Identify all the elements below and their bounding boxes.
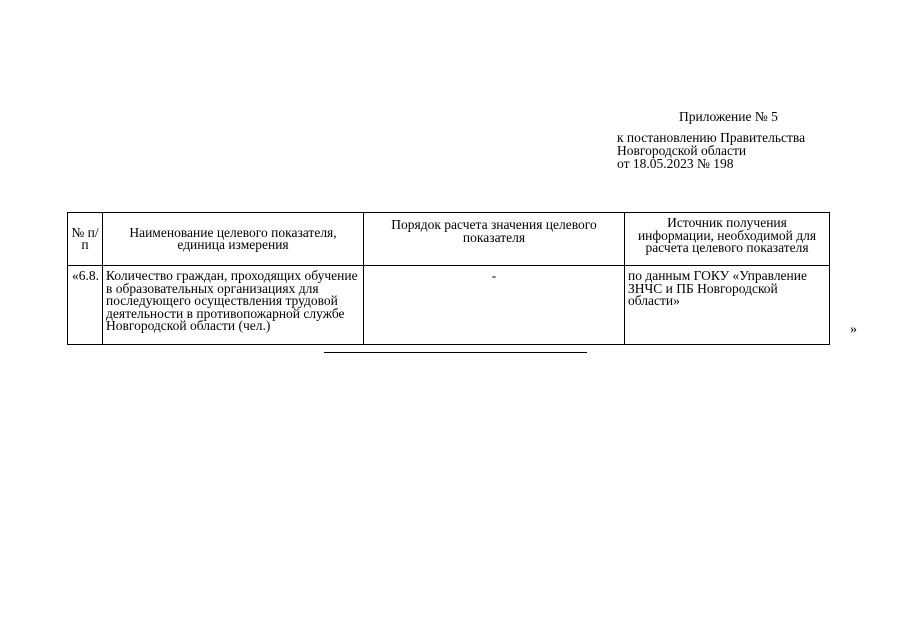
table-row	[68, 266, 830, 345]
indicator-table	[67, 212, 830, 345]
appendix-line-1: к постановлению Правительства	[617, 130, 806, 145]
cell-method: -	[364, 266, 625, 345]
cell-source: по данным ГОКУ «Управление ЗНЧС и ПБ Новгородской области»	[625, 266, 830, 345]
header-source: Источник получения информации, необходимой для расчета целевого показателя	[625, 213, 830, 266]
table-header-row	[68, 213, 830, 266]
cell-number: «6.8.	[68, 266, 103, 345]
appendix-header	[617, 110, 805, 170]
header-name: Наименование целевого показателя, единица измерения	[103, 213, 364, 266]
appendix-line-2: Новгородской области	[617, 143, 747, 158]
header-number: № п/п	[68, 213, 103, 266]
appendix-line-3: от 18.05.2023 № 198	[617, 156, 734, 171]
appendix-title: Приложение № 5	[679, 109, 778, 124]
cell-name: Количество граждан, проходящих обучение в образовательных организациях для последующего осуществления трудовой деятельности в противопожарной службе Новгородской области (чел.)	[103, 266, 364, 345]
header-method: Порядок расчета значения целевого показателя	[364, 213, 625, 266]
separator-line	[324, 352, 587, 353]
closing-quote: »	[850, 322, 857, 337]
